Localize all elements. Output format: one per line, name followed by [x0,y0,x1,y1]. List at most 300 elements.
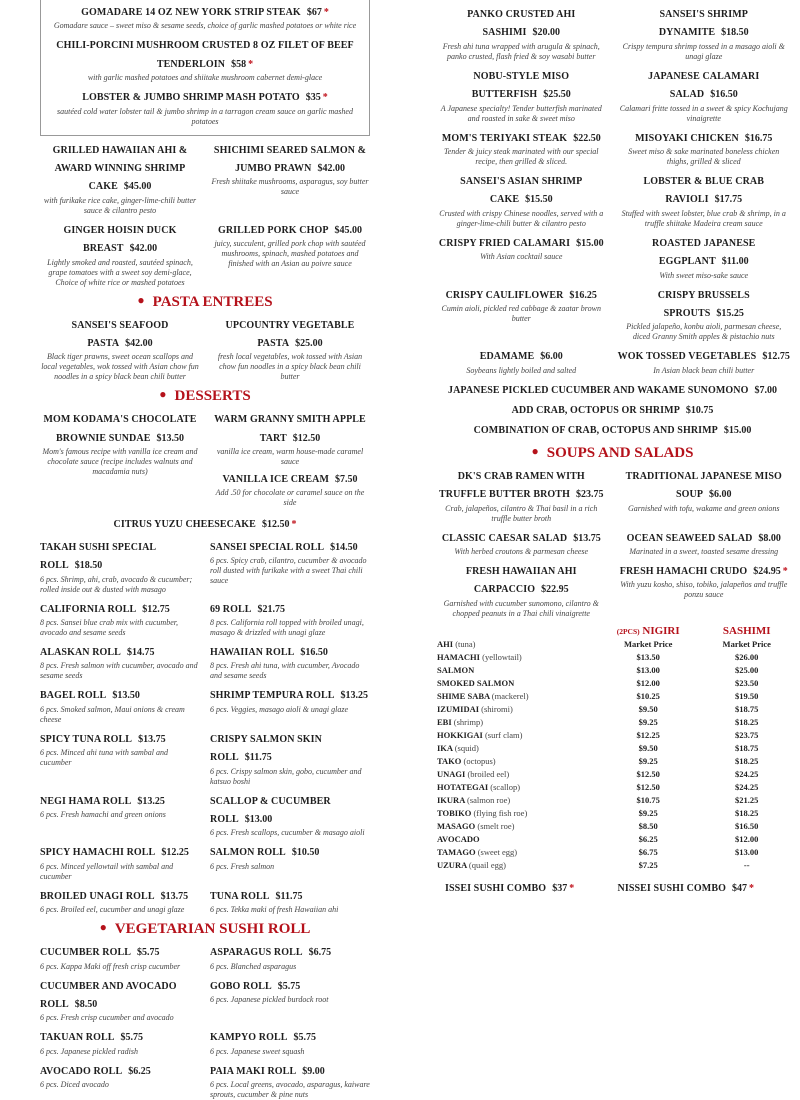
item-price: $13.25 [137,795,165,807]
menu-item [618,561,791,619]
fish-name: AHI [437,638,454,649]
item-name: SANSEI SPECIAL ROLL [210,541,325,553]
nigiri-price: $9.50 [638,742,658,753]
item-name: CRISPY CAULIFLOWER [445,289,564,301]
menu-item [618,171,791,229]
asterisk-mark: * [248,58,254,70]
item-title-line [435,466,608,503]
item-name: GINGER HOISIN DUCK BREAST [63,224,177,255]
fish-name: HAMACHI [437,651,480,662]
item-title-line [210,469,370,487]
menu-item [210,791,370,839]
item-title-line [40,685,200,703]
menu-item [618,528,791,557]
item-name: SANSEI'S SHRIMP DYNAMITE [658,9,748,39]
appetizers-grid [435,4,790,376]
menu-item [618,285,791,343]
menu-item [435,346,608,375]
item-description: 6 pcs. Shrimp, ahi, crab, avocado & cucumber; rolled inside out & dusted with masago [40,574,193,594]
item-title-line [435,400,790,418]
entrees-grid [40,140,370,288]
sushi-row-name [435,677,593,690]
item-name: CALIFORNIA ROLL [40,603,137,615]
pasta-header [40,293,370,311]
nigiri-price: $9.25 [638,755,658,766]
item-description: Lightly smoked and roasted, sautéed spinach, grape tomatoes with a sweet soy demi-glace, Choice of white rice or mashed potatoes [47,257,193,287]
item-description: 6 pcs. Smoked salmon, Maui onions & cream cheese [40,704,185,724]
item-description: 6 pcs. Minced ahi tuna with sambal and cucumber [40,748,168,768]
nigiri-prefix: (2PCS) [616,626,640,636]
fish-name: MASAGO [437,820,476,831]
item-title-line [210,976,370,994]
item-price: $25.50 [543,89,571,101]
menu-item [40,842,200,881]
sashimi-price: $18.25 [735,807,759,818]
item-description: 6 pcs. Minced yellowtail with sambal and cucumber [40,861,174,881]
item-description: A Japanese specialty! Tender butterfish marinated and roasted in sake & sweet miso [440,103,602,123]
item-price: $6.75 [308,947,332,959]
sashimi-price: $12.00 [735,833,759,844]
item-name: SHRIMP TEMPURA ROLL [210,690,335,702]
menu-item [210,642,370,681]
item-name: 69 ROLL [210,603,252,615]
sushi-row-name [435,833,593,846]
fish-name: UZURA [437,859,467,870]
item-description: 6 pcs. Local greens, avocado, asparagus, kaiware sprouts, cucumber & pine nuts [210,1080,370,1100]
item-name: MISOYAKI CHICKEN [635,132,739,144]
item-name: EDAMAME [479,351,535,363]
item-description: With Asian cocktail sauce [480,252,563,262]
item-title-line [435,66,608,103]
item-title-line [40,886,200,904]
fish-name: SMOKED SALMON [437,677,515,688]
item-title-line [435,528,608,546]
item-name: CHILI-PORCINI MUSHROOM CRUSTED 8 OZ FILET OF BEEF TENDERLOIN [56,40,354,70]
item-name: PANKO CRUSTED AHI SASHIMI [467,9,576,39]
item-title-line [618,878,791,896]
item-name: OCEAN SEAWEED SALAD [626,532,753,544]
item-price: $13.75 [160,890,189,902]
item-name: ADD CRAB, OCTOPUS OR SHRIMP [511,405,680,417]
item-price: $6.25 [128,1065,151,1077]
nigiri-price: $13.50 [636,651,660,662]
item-name: TAKAH SUSHI SPECIAL ROLL [40,541,156,572]
asterisk-mark: * [749,882,754,894]
sushi-row-name [435,768,593,781]
menu-item [435,66,608,124]
menu-item [40,315,200,383]
item-price: $15.50 [525,194,553,206]
item-name: JAPANESE CALAMARI SALAD [648,70,760,101]
sushi-row-name [435,638,593,651]
menu-item [618,346,791,375]
nigiri-title: NIGIRI [642,624,680,637]
item-name: TRADITIONAL JAPANESE MISO SOUP [625,470,782,501]
left-page [40,0,400,1100]
desserts-header [40,387,370,405]
item-description: Tender & juicy steak marinated with our special recipe, then grilled & sliced. [443,146,599,166]
item-name: SPICY HAMACHI ROLL [40,847,156,859]
item-description: 6 pcs. Broiled eel, cucumber and unagi glaze [40,905,185,915]
menu-item [40,140,200,216]
item-description: 8 pcs. Fresh ahi tuna, with cucumber, Avocado and sesame seeds [210,661,360,681]
sashimi-price: $23.50 [735,677,759,688]
item-title-line [210,537,370,555]
item-price: $37 [552,882,568,894]
menu-item [618,66,791,124]
sushi-row-name [435,729,593,742]
sushi-row-name [435,690,593,703]
item-description: 6 pcs. Japanese pickled radish [40,1046,138,1056]
sushi-row [435,768,790,781]
sushi-row-name [435,664,593,677]
item-description: In Asian black bean chili butter [653,365,755,375]
item-title-line [40,409,200,446]
item-price: $18.50 [721,27,749,39]
fish-translation: (shrimp) [453,716,484,727]
item-description: Soybeans lightly boiled and salted [466,365,577,375]
item-description: Calamari fritte tossed in a sweet & spicy Kochujang vinaigrette [619,103,788,123]
desserts-grid [40,409,370,510]
item-name: UPCOUNTRY VEGETABLE PASTA [225,319,355,349]
item-title-line [210,842,370,860]
item-name: FRESH HAMACHI CRUDO [619,566,748,578]
item-name: CUCUMBER ROLL [40,947,132,959]
sushi-row [435,651,790,664]
sushi-row-name [435,794,593,807]
sushi-row [435,846,790,859]
item-description: Gomadare sauce – sweet miso & sesame seeds, choice of garlic mashed potatoes or white rice [53,21,357,31]
sushi-row-name [435,859,593,872]
fish-translation: (surf clam) [484,729,523,740]
sashimi-header [703,625,790,638]
item-description: 8 pcs. Fresh salmon with cucumber, avocado and sesame seeds [40,661,198,681]
sashimi-title: SASHIMI [722,624,771,637]
item-title-line [435,233,608,251]
item-price: $17.75 [714,194,743,206]
item-price: $42.00 [317,162,345,174]
item-title-line [618,561,791,579]
item-name: JAPANESE PICKLED CUCUMBER AND WAKAME SUNOMONO [447,384,749,396]
menu-item [40,514,370,532]
item-price: $7.00 [754,384,778,396]
item-name: NISSEI SUSHI COMBO [617,882,726,894]
sashimi-price: $16.50 [735,820,759,831]
fish-translation: (flying fish roe) [473,807,528,818]
sushi-row-name [435,820,593,833]
item-name: SANSEI'S ASIAN SHRIMP CAKE [460,175,583,206]
item-price: $18.50 [74,560,103,572]
fish-name: AVOCADO [437,833,480,844]
bullet-icon: ● [99,920,107,935]
fish-translation: (scallop) [490,781,521,792]
fish-name: TAKO [437,755,462,766]
pasta-title: PASTA ENTREES [152,293,273,310]
item-name: CUCUMBER AND AVOCADO ROLL [40,980,177,1010]
sushi-row [435,781,790,794]
item-title-line [618,285,791,322]
menu-item [435,561,608,619]
sunomono-lines [435,380,790,439]
item-title-line [40,842,200,860]
fish-translation: (salmon roe) [467,794,511,805]
sushi-rolls-grid [40,537,370,915]
item-name: MOM'S TERIYAKI STEAK [441,132,568,144]
fish-name: EBI [437,716,452,727]
item-description: 6 pcs. Fresh hamachi and green onions [40,809,166,819]
nigiri-price: $10.75 [636,794,660,805]
sushi-row [435,729,790,742]
sashimi-price: $19.50 [735,690,759,701]
item-title-line [618,528,791,546]
item-name: GRILLED HAWAIIAN AHI & AWARD WINNING SHRIMP CAKE [52,144,188,193]
menu-item [210,599,370,638]
item-name: ISSEI SUSHI COMBO [445,882,547,894]
item-name: WOK TOSSED VEGETABLES [617,351,757,363]
fish-name: HOTATEGAI [437,781,489,792]
fish-translation: (quail egg) [468,859,506,870]
item-title-line [210,685,370,703]
item-name: ALASKAN ROLL [40,647,121,659]
item-title-line [618,4,791,41]
nigiri-price: $12.00 [636,677,660,688]
item-price: $5.75 [137,947,160,959]
desserts-title: DESSERTS [174,388,251,405]
menu-item [210,220,370,288]
menu-item [40,537,200,595]
nigiri-price: $6.75 [638,846,658,857]
item-title-line [445,878,618,896]
item-description: Crispy tempura shrimp tossed in a masago aioli & unagi glaze [622,41,785,61]
item-title-line [618,66,791,103]
nigiri-price: $13.00 [636,664,660,675]
menu-item [40,1027,200,1056]
item-price: $8.50 [74,998,98,1010]
item-name: CRISPY BRUSSELS SPROUTS [657,289,750,319]
bullet-icon: ● [137,292,145,307]
item-name: SCALLOP & CUCUMBER ROLL [210,795,331,825]
chef-specials-box [40,0,370,136]
item-description: 6 pcs. Japanese pickled burdock root [210,994,329,1004]
sushi-row-name [435,807,593,820]
item-description: 6 pcs. Tekka maki of fresh Hawaiian ahi [210,905,339,915]
sushi-row [435,690,790,703]
menu-item [40,729,200,787]
item-name: LOBSTER & BLUE CRAB RAVIOLI [643,175,765,206]
item-name: KAMPYO ROLL [210,1032,288,1044]
item-name: NOBU-STYLE MISO BUTTERFISH [471,70,570,101]
nigiri-price: $6.25 [638,833,658,844]
menu-item [435,233,608,281]
sushi-row [435,638,790,651]
asterisk-mark: * [291,519,297,531]
menu-item [210,1061,370,1100]
item-title-line [40,140,200,195]
item-name: BROILED UNAGI ROLL [40,890,155,902]
fish-translation: (mackerel) [491,690,529,701]
item-description: fresh local vegetables, wok tossed with Asian chow fun noodles in a spicy black bean chili butter [217,352,363,382]
menu-item [210,469,370,508]
item-title-line [47,35,363,72]
item-name: LOBSTER & JUMBO SHRIMP MASH POTATO [82,92,300,104]
item-description: 8 pcs. Sansei blue crab mix with cucumber, avocado and sesame seeds [40,618,178,638]
item-price: $35 [305,92,321,104]
item-price: $45.00 [123,181,152,193]
item-price: $12.75 [762,351,790,363]
item-price: $5.75 [293,1032,316,1044]
item-description: Marinated in a sweet, toasted sesame dressing [629,547,779,557]
item-description: vanilla ice cream, warm house-made caramel sauce [216,447,364,467]
item-title-line [40,537,200,574]
sushi-row-name [435,651,593,664]
sashimi-price: $18.75 [735,703,759,714]
item-title-line [435,380,790,398]
item-price: $14.75 [126,647,155,659]
item-description: Mom's famous recipe with vanilla ice cream and chocolate sauce (recipe includes walnuts and macadamia nuts) [42,447,198,477]
sushi-table-body [435,638,790,872]
item-price: $45.00 [334,224,363,236]
sushi-row [435,859,790,872]
item-title-line [210,942,370,960]
desserts-right-column [210,409,370,510]
item-title-line [435,420,790,438]
menu-item [40,976,200,1024]
fish-name: IZUMIDAI [437,703,480,714]
item-title-line [210,315,370,352]
item-title-line [618,128,791,146]
item-title-line [618,466,791,503]
item-title-line [210,729,370,766]
item-price: $13.75 [573,532,601,544]
sushi-row [435,664,790,677]
item-title-line [40,315,200,352]
veg-title: VEGETARIAN SUSHI ROLL [114,921,311,938]
sushi-row [435,794,790,807]
item-title-line [40,729,200,747]
nigiri-price: $12.50 [636,768,660,779]
item-description: 6 pcs. Japanese sweet squash [210,1046,305,1056]
sushi-row [435,677,790,690]
item-price: $8.00 [758,532,781,544]
menu-item [40,409,200,477]
item-name: SPICY TUNA ROLL [40,733,133,745]
item-name: GOBO ROLL [210,980,272,992]
item-price: $13.00 [244,813,273,825]
sushi-row [435,820,790,833]
item-description: Cumin aioli, pickled red cabbage & zaatar brown butter [441,303,601,323]
item-description: Garnished with tofu, wakame and green onions [628,503,780,513]
item-price: $10.50 [291,847,320,859]
menu-item [40,791,200,839]
sushi-table-header [435,625,790,638]
fish-name: TAMAGO [437,846,476,857]
fish-name: HOKKIGAI [437,729,483,740]
sushi-row-name [435,716,593,729]
item-name: AVOCADO ROLL [40,1065,123,1077]
fish-name: TOBIKO [437,807,472,818]
item-description: 6 pcs. Crispy salmon skin, gobo, cucumber and katsuo boshi [210,766,362,786]
sashimi-price: $18.25 [735,755,759,766]
fish-translation: (broiled eel) [467,768,510,779]
nigiri-price: $8.50 [638,820,658,831]
right-page [435,0,800,1100]
item-description: 6 pcs. Fresh scallops, cucumber & masago aioli [210,828,365,838]
bullet-icon: ● [159,387,167,402]
item-price: $21.75 [257,603,286,615]
fish-name: IKA [437,742,453,753]
vegetarian-header [40,920,370,938]
item-price: $11.00 [721,256,749,268]
item-description: Sweet miso & sake marinated boneless chicken thighs, grilled & sliced [628,146,780,166]
item-name: TUNA ROLL [210,890,270,902]
item-title-line [40,220,200,257]
item-price: $42.00 [129,243,158,255]
item-name: DK'S CRAB RAMEN WITH TRUFFLE BUTTER BROTH [439,470,585,501]
item-title-line [618,171,791,208]
menu-item [618,4,791,62]
sushi-row [435,716,790,729]
menu-item [40,942,200,971]
sashimi-price: $25.00 [735,664,759,675]
sashimi-price: $26.00 [735,651,759,662]
nigiri-price: $12.50 [636,781,660,792]
sushi-row-name [435,742,593,755]
menu-item [618,233,791,281]
item-price: $12.50 [292,432,321,444]
menu-item [210,842,370,881]
fish-name: SHIME SABA [437,690,490,701]
sashimi-price: Market Price [722,638,771,649]
sushi-row [435,755,790,768]
menu-item [435,400,790,418]
nigiri-header [593,625,704,638]
item-price: $11.75 [244,752,272,764]
item-price: $22.50 [573,132,601,144]
nigiri-price: $9.50 [638,703,658,714]
item-price: $16.25 [569,289,597,301]
item-title-line [618,346,791,364]
item-price: $5.75 [120,1032,144,1044]
item-name: CLASSIC CAESAR SALAD [441,532,568,544]
sashimi-price: $18.75 [735,742,759,753]
item-name: WARM GRANNY SMITH APPLE TART [214,414,366,444]
menu-item [435,171,608,229]
item-description: with garlic mashed potatoes and shiitake mushroom cabernet demi-glace [87,73,323,83]
menu-item [445,878,618,896]
menu-item [435,466,608,524]
menu-item [210,409,370,467]
sashimi-price: $24.25 [735,768,759,779]
item-price: $23.75 [575,489,604,501]
item-title-line [40,514,370,532]
item-title-line [40,942,200,960]
item-description: juicy, succulent, grilled pork chop with sautéed mushrooms, spinach, mashed potatoes and finished with an Asian au poivre sauce [214,239,366,269]
item-title-line [40,1027,200,1045]
menu-item [435,4,608,62]
item-title-line [210,140,370,177]
item-title-line [210,886,370,904]
item-description: 6 pcs. Fresh salmon [210,861,275,871]
menu-item [210,315,370,383]
item-description: Fresh ahi tuna wrapped with arugula & spinach, panko crusted, flash fried & soy wasabi butter [442,41,600,61]
menu-item [47,87,363,126]
menu-item [618,128,791,167]
item-title-line [435,561,608,598]
item-name: ASPARAGUS ROLL [210,947,303,959]
desserts-left-column [40,409,200,510]
item-price: $15.25 [716,307,744,319]
sushi-price-table [435,625,790,872]
